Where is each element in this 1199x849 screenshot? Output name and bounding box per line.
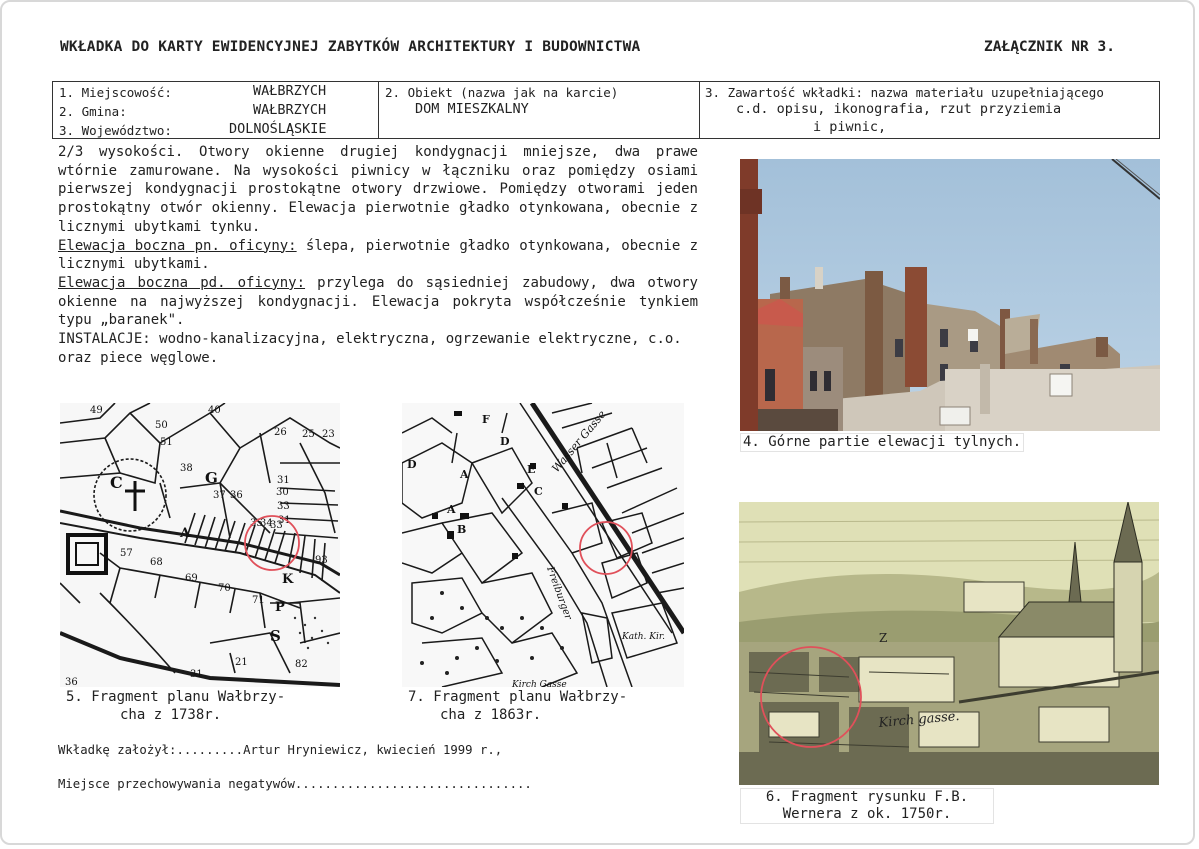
svg-text:57: 57 [120,548,133,559]
location-box [52,81,379,139]
svg-text:38: 38 [180,463,193,474]
svg-text:Wasser Gasse: Wasser Gasse [549,407,609,475]
svg-text:33: 33 [270,520,283,531]
svg-text:A: A [180,526,191,541]
object-box [378,81,700,139]
fig5-caption-line-2: cha z 1738r. [120,707,222,723]
svg-text:A: A [460,468,469,481]
svg-text:F: F [482,413,490,426]
svg-text:40: 40 [208,405,221,416]
svg-text:31: 31 [277,475,290,486]
svg-text:S: S [270,627,281,645]
zawartosc-line-2: i piwnic, [813,119,887,135]
svg-text:23: 23 [322,429,335,440]
description-paragraph-3 [58,274,698,330]
svg-text:K: K [282,572,294,587]
svg-text:71: 71 [252,595,265,606]
map-1863 [402,403,684,687]
gmina-label: 2. Gmina: [59,104,127,119]
svg-text:P: P [275,600,285,615]
description-paragraph-4: INSTALACJE: wodno-kanalizacyjna, elektryczna, ogrzewanie elektryczne, c.o. oraz piece węglowe. [58,331,682,366]
svg-text:Kath. Kir.: Kath. Kir. [622,632,666,642]
svg-text:G: G [205,469,218,487]
description-paragraph-2 [58,237,698,274]
fig6-caption-line-2: Wernera z ok. 1750r. [782,806,952,822]
svg-text:51: 51 [160,437,173,448]
document-title: WKŁADKA DO KARTY EWIDENCYJNEJ ZABYTKÓW ARCHITEKTURY I BUDOWNICTWA [60,39,641,55]
svg-text:68: 68 [150,557,163,568]
attachment-number: ZAŁĄCZNIK NR 3. [984,39,1115,55]
miejscowosc-label: 1. Miejscowość: [59,85,172,100]
svg-text:D: D [407,458,417,471]
svg-text:Kirch Gasse: Kirch Gasse [512,680,567,687]
fig7-caption-line-2: cha z 1863r. [440,707,542,723]
photo-rear-elevations [740,159,1160,431]
svg-text:69: 69 [185,573,198,584]
svg-text:C: C [534,485,543,498]
svg-text:49: 49 [90,405,103,416]
svg-text:31: 31 [190,669,203,680]
svg-text:21: 21 [235,657,248,668]
description-paragraph-1: 2/3 wysokości. Otwory okienne drugiej kondygnacji mniejsze, dwa prawe wtórnie zamurowane. Na wysokości piwnicy w łączniku oraz pomiędzy osiami pierwszej kondygnacji prostokątne otwory drzwiowe. Pomiędzy otworami jeden prostokątny otwór okienny. Elewacja pierwotnie gładko otynkowana, obecnie z licznymi ubytkami tynku. [58,144,698,235]
svg-text:B: B [457,523,467,536]
svg-text:30: 30 [276,487,289,498]
svg-text:Freiburger: Freiburger [544,565,574,622]
map-1738 [60,403,340,687]
south-elevation-text: przylega do sąsiedniej zabudowy, dwa otwory okienne na najwyższej kondygnacji. Elewacja pokryta współcześnie tynkiem typu „baranek". [58,274,698,329]
svg-text:36: 36 [65,677,78,687]
svg-text:Kirch gasse.: Kirch gasse. [878,708,961,731]
zawartosc-line-1: c.d. opisu, ikonografia, rzut przyziemia [736,101,1062,117]
svg-text:A: A [447,503,456,516]
svg-text:82: 82 [295,659,308,670]
svg-text:25: 25 [302,429,315,440]
svg-text:34: 34 [260,518,273,529]
svg-text:D: D [500,435,510,448]
svg-text:93: 93 [315,555,328,566]
north-elevation-heading: Elewacja boczna pn. oficyny: [58,237,297,254]
contents-box [699,81,1160,139]
svg-text:31: 31 [278,515,291,526]
svg-text:33: 33 [277,501,290,512]
fig6-caption [740,788,994,824]
svg-text:C: C [110,473,123,492]
svg-text:70: 70 [218,583,231,594]
fig6-caption-line-1: 6. Fragment rysunku F.B. [765,789,969,805]
fig5-caption-line-1: 5. Fragment planu Wałbrzy- [66,689,286,705]
wojewodztwo-value: DOLNOŚLĄSKIE [229,121,327,137]
svg-text:Z: Z [879,631,888,645]
north-elevation-text: ślepa, pierwotnie gładko otynkowana, obecnie z licznymi ubytkami. [58,237,698,273]
obiekt-value: DOM MIESZKALNY [415,101,529,117]
wojewodztwo-label: 3. Województwo: [59,123,172,138]
svg-text:36: 36 [230,490,243,501]
svg-text:E: E [527,463,536,476]
gmina-value: WAŁBRZYCH [253,102,327,118]
obiekt-label: 2. Obiekt (nazwa jak na karcie) [385,85,619,100]
description-text [58,143,698,367]
svg-text:26: 26 [274,427,287,438]
negatives-line: Miejsce przechowywania negatywów................................ [58,777,532,791]
zawartosc-label: 3. Zawartość wkładki: nazwa materiału uzupełniającego [705,85,1104,100]
south-elevation-heading: Elewacja boczna pd. oficyny: [58,274,306,291]
fig7-caption-line-1: 7. Fragment planu Wałbrzy- [408,689,628,705]
svg-text:37: 37 [213,490,226,501]
svg-text:50: 50 [155,420,168,431]
founder-line: Wkładkę założył:.........Artur Hryniewicz, kwiecień 1999 r., [58,743,503,757]
drawing-werner [739,502,1159,785]
svg-text:35: 35 [250,518,263,529]
miejscowosc-value: WAŁBRZYCH [253,83,327,99]
fig4-caption: 4. Górne partie elewacji tylnych. [740,433,1024,452]
